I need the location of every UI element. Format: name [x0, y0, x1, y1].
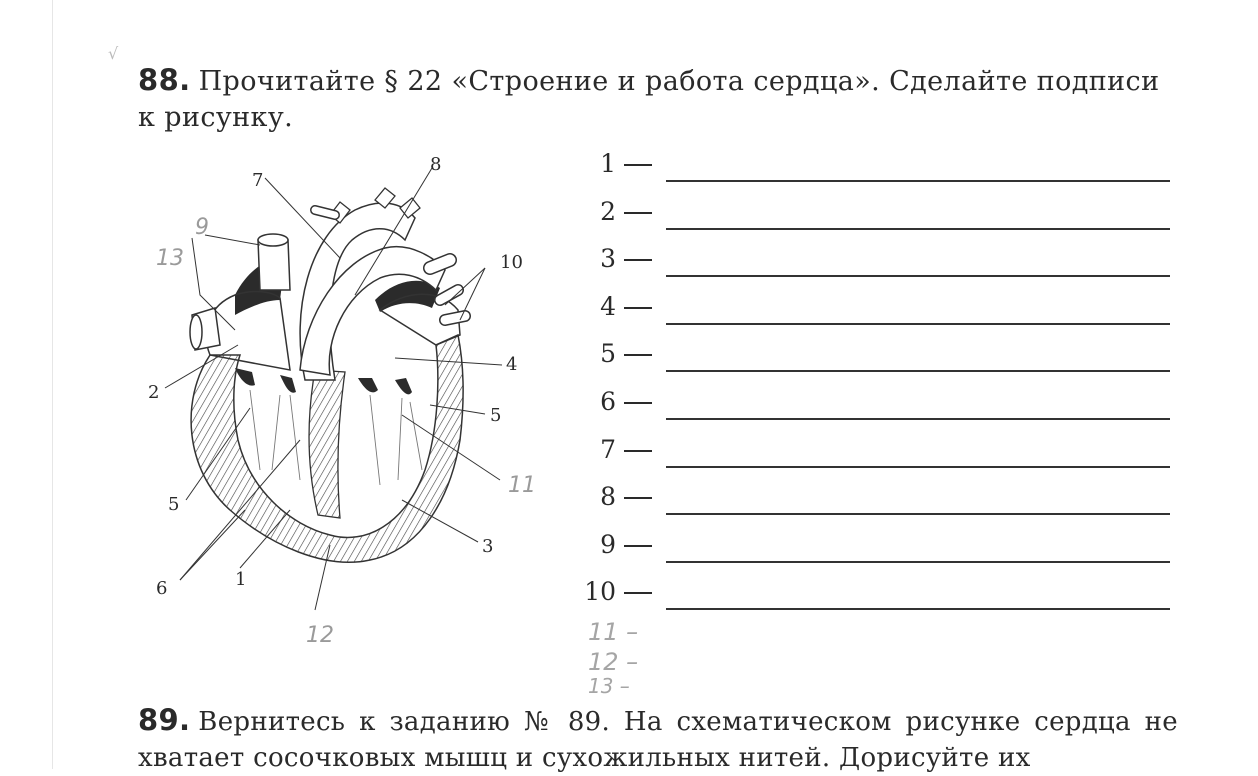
answer-number: 5	[600, 339, 616, 369]
heart-drawing	[140, 140, 560, 660]
handwritten-11: 11	[508, 473, 536, 498]
answer-number: 10	[584, 577, 616, 607]
callout-6: 6	[156, 578, 168, 599]
dash	[624, 450, 652, 452]
answer-number: 7	[600, 434, 616, 464]
handwritten-answer-13: 13 –	[588, 674, 630, 698]
margin-line	[52, 0, 53, 769]
answer-blank-line[interactable]	[666, 275, 1170, 277]
callout-7: 7	[252, 170, 264, 191]
answer-row[interactable]	[574, 479, 1184, 527]
task-89-number: 89.	[138, 703, 191, 737]
answer-blank-line[interactable]	[666, 561, 1170, 563]
check-mark-icon: √	[108, 44, 119, 63]
answer-row[interactable]	[574, 194, 1184, 242]
callout-3: 3	[482, 536, 494, 557]
answer-row[interactable]	[574, 289, 1184, 337]
answer-number: 8	[600, 482, 616, 512]
answer-number: 1	[600, 149, 616, 178]
callout-8: 8	[430, 154, 442, 175]
answer-blank-line[interactable]	[666, 180, 1170, 182]
answer-row[interactable]	[574, 432, 1184, 480]
task-89	[138, 702, 1178, 776]
dash	[624, 307, 652, 309]
dash	[624, 212, 652, 214]
handwritten-answer-11: 11 –	[588, 618, 639, 646]
handwritten-answer-12: 12 –	[588, 648, 639, 676]
answer-blank-line[interactable]	[666, 466, 1170, 468]
handwritten-12: 12	[306, 623, 334, 648]
answer-row[interactable]	[574, 336, 1184, 384]
callout-1: 1	[235, 569, 247, 590]
answer-blank-line[interactable]	[666, 418, 1170, 420]
superior-vena-cava	[258, 240, 290, 290]
answer-number: 2	[600, 196, 616, 226]
answer-number: 3	[600, 244, 616, 274]
dash	[624, 259, 652, 261]
dash	[624, 497, 652, 499]
answer-row[interactable]	[574, 146, 1184, 194]
answer-blank-line[interactable]	[666, 228, 1170, 230]
handwritten-9: 9	[195, 215, 209, 240]
heart-diagram	[140, 140, 560, 660]
answer-number: 6	[600, 386, 616, 416]
answer-blank-line[interactable]	[666, 323, 1170, 325]
dash	[624, 354, 652, 356]
dash	[624, 164, 652, 166]
answer-lines	[574, 146, 1184, 622]
handwritten-13: 13	[156, 246, 184, 271]
task-88-heading	[138, 62, 1178, 136]
callout-2: 2	[148, 382, 160, 403]
answer-row[interactable]	[574, 384, 1184, 432]
answer-number: 4	[600, 291, 616, 321]
answer-number: 9	[600, 529, 616, 559]
task-89-text: Вернитесь к заданию № 89. На схематическом рисунке сердца не хватает сосочковых мышц и сухожильных нитей. Дорисуйте их	[138, 707, 1178, 773]
mitral-valve	[358, 378, 378, 392]
dash	[624, 592, 652, 594]
answer-blank-line[interactable]	[666, 608, 1170, 610]
answer-row[interactable]	[574, 574, 1184, 622]
callout-4: 4	[506, 354, 518, 375]
answer-row[interactable]	[574, 241, 1184, 289]
callout-5-right: 5	[490, 405, 502, 426]
answer-row[interactable]	[574, 527, 1184, 575]
septum	[309, 370, 345, 518]
answer-blank-line[interactable]	[666, 513, 1170, 515]
task-88-number: 88.	[138, 63, 191, 97]
dash	[624, 545, 652, 547]
dash	[624, 402, 652, 404]
task-88-text: Прочитайте § 22 «Строение и работа сердца». Сделайте подписи к рисунку.	[138, 66, 1160, 133]
callout-5-left: 5	[168, 494, 180, 515]
callout-10: 10	[500, 252, 523, 273]
answer-blank-line[interactable]	[666, 370, 1170, 372]
tricuspid-valve	[235, 368, 255, 386]
